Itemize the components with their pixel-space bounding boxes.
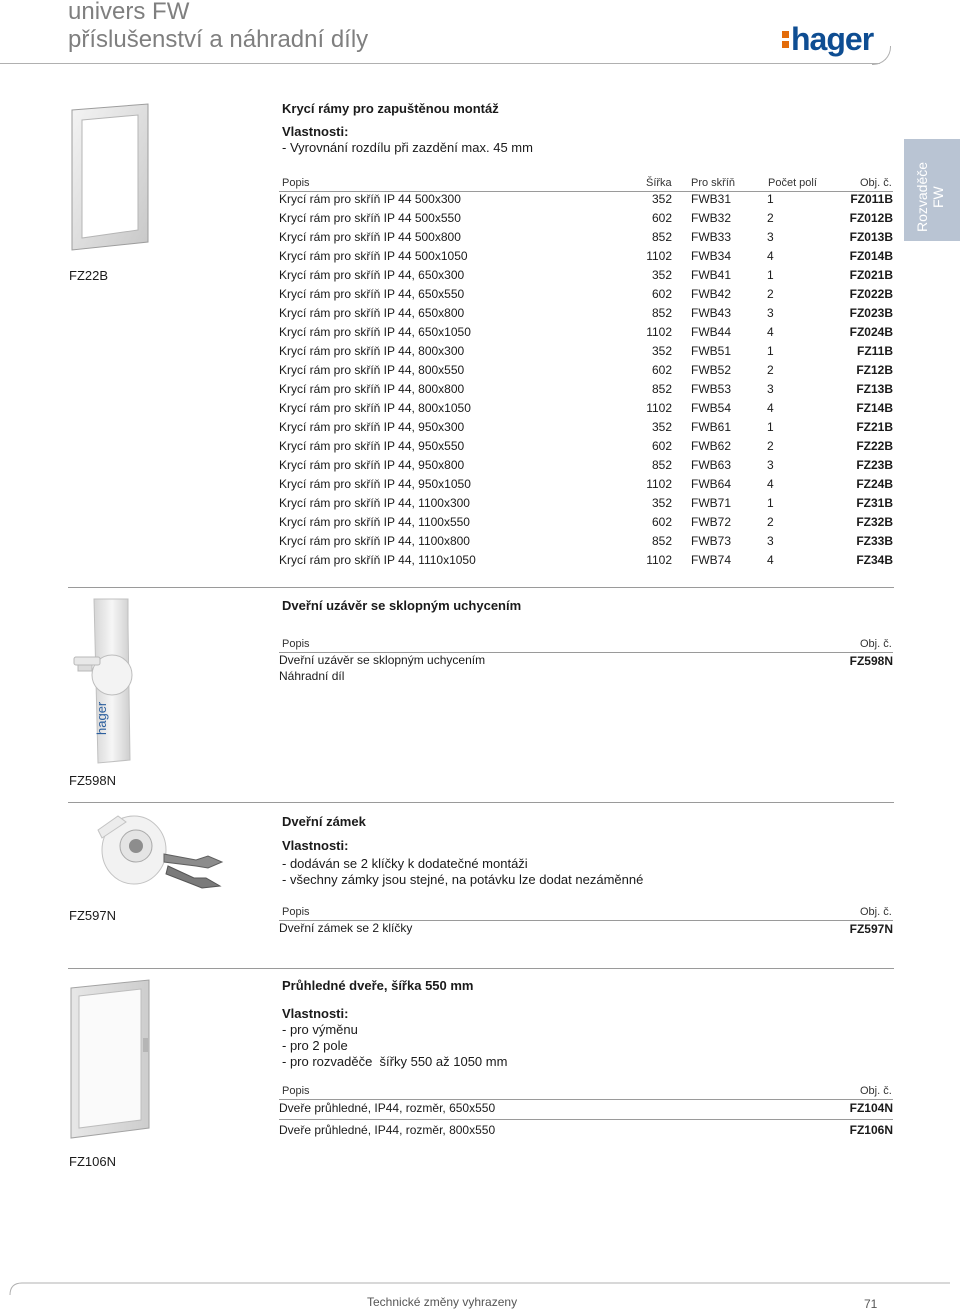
frames-cell-box: FWB53 bbox=[691, 382, 732, 396]
frames-cell-width: 352 bbox=[651, 192, 672, 206]
frames-cell-desc: Krycí rám pro skříň IP 44, 800x300 bbox=[279, 344, 465, 358]
frames-cell-desc: Krycí rám pro skříň IP 44, 1100x800 bbox=[279, 534, 470, 548]
door-section-title: Průhledné dveře, šířka 550 mm bbox=[282, 978, 474, 993]
door-prop-3: - pro rozvaděče šířky 550 až 1050 mm bbox=[282, 1054, 508, 1069]
frames-table-row bbox=[279, 192, 893, 211]
frames-cell-count: 1 bbox=[767, 192, 774, 206]
frames-cell-code: FZ014B bbox=[849, 249, 893, 263]
frames-cell-code: FZ24B bbox=[856, 477, 893, 491]
frames-table-row bbox=[279, 287, 893, 306]
latch-product-code: FZ598N bbox=[69, 773, 116, 788]
frames-cell-count: 1 bbox=[767, 496, 774, 510]
frames-cell-code: FZ21B bbox=[856, 420, 893, 434]
latch-desc-2: Náhradní díl bbox=[279, 669, 345, 683]
frames-cell-box: FWB52 bbox=[691, 363, 732, 377]
frames-table-row bbox=[279, 496, 893, 515]
frames-cell-count: 2 bbox=[767, 211, 774, 225]
frames-table-row bbox=[279, 344, 893, 363]
frames-cell-box: FWB31 bbox=[691, 192, 732, 206]
latch-col-code: Obj. č. bbox=[860, 638, 892, 650]
door-col-desc: Popis bbox=[282, 1085, 310, 1097]
frames-cell-code: FZ23B bbox=[856, 458, 893, 472]
lock-col-code: Obj. č. bbox=[860, 906, 892, 918]
frames-cell-box: FWB32 bbox=[691, 211, 732, 225]
frames-table-row bbox=[279, 306, 893, 325]
frames-table-row bbox=[279, 363, 893, 382]
door-header-rule bbox=[279, 1099, 893, 1100]
frames-cell-count: 2 bbox=[767, 287, 774, 301]
side-tab-label-2: FW bbox=[930, 186, 946, 208]
frames-cell-desc: Krycí rám pro skříň IP 44, 800x550 bbox=[279, 363, 465, 377]
lock-section-title: Dveřní zámek bbox=[282, 814, 366, 829]
frames-cell-width: 1102 bbox=[646, 477, 672, 491]
frames-table-row bbox=[279, 439, 893, 458]
frame-product-image bbox=[68, 102, 152, 257]
frames-cell-box: FWB62 bbox=[691, 439, 732, 453]
frames-cell-desc: Krycí rám pro skříň IP 44, 650x1050 bbox=[279, 325, 471, 339]
frames-cell-desc: Krycí rám pro skříň IP 44, 1100x550 bbox=[279, 515, 470, 529]
page-title-line-1: univers FW bbox=[68, 0, 190, 25]
frames-cell-code: FZ11B bbox=[856, 344, 893, 358]
frames-cell-count: 3 bbox=[767, 534, 774, 548]
frames-cell-code: FZ013B bbox=[849, 230, 893, 244]
frames-col-desc: Popis bbox=[282, 177, 310, 189]
frames-cell-box: FWB54 bbox=[691, 401, 732, 415]
frames-cell-width: 1102 bbox=[646, 325, 672, 339]
frames-cell-width: 852 bbox=[651, 382, 672, 396]
frames-cell-desc: Krycí rám pro skříň IP 44, 950x1050 bbox=[279, 477, 471, 491]
frames-cell-count: 1 bbox=[767, 268, 774, 282]
lock-product-code: FZ597N bbox=[69, 908, 116, 923]
frames-cell-desc: Krycí rám pro skříň IP 44 500x300 bbox=[279, 192, 461, 206]
latch-section-title: Dveřní uzávěr se sklopným uchycením bbox=[282, 598, 522, 613]
frames-table-row bbox=[279, 230, 893, 249]
frames-cell-desc: Krycí rám pro skříň IP 44, 950x550 bbox=[279, 439, 465, 453]
frames-cell-code: FZ12B bbox=[856, 363, 893, 377]
frames-col-box: Pro skříň bbox=[691, 177, 736, 189]
frames-cell-count: 3 bbox=[767, 382, 774, 396]
frames-cell-code: FZ024B bbox=[849, 325, 893, 339]
frames-table-row bbox=[279, 211, 893, 230]
frames-cell-desc: Krycí rám pro skříň IP 44 500x1050 bbox=[279, 249, 468, 263]
frames-cell-box: FWB74 bbox=[691, 553, 732, 567]
frames-cell-count: 2 bbox=[767, 439, 774, 453]
frames-cell-desc: Krycí rám pro skříň IP 44 500x800 bbox=[279, 230, 461, 244]
frames-cell-count: 4 bbox=[767, 553, 774, 567]
frames-cell-box: FWB61 bbox=[691, 420, 732, 434]
door-code-1: FZ104N bbox=[849, 1101, 893, 1115]
frames-table-row bbox=[279, 268, 893, 287]
frames-cell-code: FZ33B bbox=[856, 534, 893, 548]
door-product-code: FZ106N bbox=[69, 1154, 116, 1169]
latch-desc-1: Dveřní uzávěr se sklopným uchycením bbox=[279, 653, 486, 667]
frames-cell-width: 602 bbox=[651, 363, 672, 377]
frames-col-code: Obj. č. bbox=[860, 177, 892, 189]
logo-mark-icon bbox=[782, 31, 789, 48]
door-desc-2: Dveře průhledné, IP44, rozměr, 800x550 bbox=[279, 1123, 496, 1137]
frames-cell-width: 602 bbox=[651, 439, 672, 453]
frames-table-row bbox=[279, 553, 893, 572]
door-row-rule bbox=[279, 1119, 893, 1120]
frames-table-row bbox=[279, 325, 893, 344]
frames-cell-desc: Krycí rám pro skříň IP 44, 1100x300 bbox=[279, 496, 470, 510]
frames-cell-width: 602 bbox=[651, 211, 672, 225]
section-divider bbox=[68, 968, 894, 969]
latch-product-image bbox=[68, 595, 158, 770]
side-tab-label-1: Rozvaděče bbox=[914, 161, 930, 232]
frames-cell-desc: Krycí rám pro skříň IP 44, 650x550 bbox=[279, 287, 465, 301]
frames-cell-box: FWB44 bbox=[691, 325, 732, 339]
frames-cell-desc: Krycí rám pro skříň IP 44, 650x800 bbox=[279, 306, 465, 320]
lock-code: FZ597N bbox=[849, 922, 893, 936]
frames-cell-width: 1102 bbox=[646, 249, 672, 263]
frames-table-row bbox=[279, 382, 893, 401]
frames-cell-code: FZ32B bbox=[856, 515, 893, 529]
frames-cell-width: 352 bbox=[651, 268, 672, 282]
frames-cell-width: 352 bbox=[651, 496, 672, 510]
frames-cell-box: FWB43 bbox=[691, 306, 732, 320]
frames-cell-desc: Krycí rám pro skříň IP 44, 950x300 bbox=[279, 420, 465, 434]
door-prop-2: - pro 2 pole bbox=[282, 1038, 348, 1053]
frames-cell-width: 852 bbox=[651, 458, 672, 472]
hager-logo bbox=[782, 22, 873, 56]
latch-code: FZ598N bbox=[849, 654, 893, 668]
frames-cell-width: 352 bbox=[651, 344, 672, 358]
door-col-code: Obj. č. bbox=[860, 1085, 892, 1097]
page-title-line-2: příslušenství a náhradní díly bbox=[68, 26, 369, 53]
frames-section-title: Krycí rámy pro zapuštěnou montáž bbox=[282, 101, 499, 116]
frames-cell-box: FWB64 bbox=[691, 477, 732, 491]
frames-cell-code: FZ13B bbox=[856, 382, 893, 396]
frames-cell-width: 852 bbox=[651, 534, 672, 548]
frames-cell-box: FWB34 bbox=[691, 249, 732, 263]
frames-cell-count: 1 bbox=[767, 344, 774, 358]
frames-cell-count: 4 bbox=[767, 249, 774, 263]
frames-cell-count: 4 bbox=[767, 325, 774, 339]
frames-cell-count: 2 bbox=[767, 363, 774, 377]
frames-table-row bbox=[279, 458, 893, 477]
latch-col-desc: Popis bbox=[282, 638, 310, 650]
frame-product-code: FZ22B bbox=[69, 268, 109, 283]
frames-cell-code: FZ021B bbox=[849, 268, 893, 282]
frames-cell-count: 3 bbox=[767, 230, 774, 244]
lock-prop-2: - všechny zámky jsou stejné, na potávku lze dodat nezáměnné bbox=[282, 872, 644, 887]
frames-cell-box: FWB51 bbox=[691, 344, 732, 358]
frames-cell-count: 3 bbox=[767, 306, 774, 320]
frames-cell-desc: Krycí rám pro skříň IP 44, 650x300 bbox=[279, 268, 465, 282]
header-divider-curve bbox=[872, 46, 891, 65]
lock-prop-1: - dodáván se 2 klíčky k dodatečné montáži bbox=[282, 856, 528, 871]
frames-cell-code: FZ31B bbox=[856, 496, 893, 510]
frames-cell-box: FWB42 bbox=[691, 287, 732, 301]
door-product-image bbox=[69, 978, 159, 1149]
frames-cell-box: FWB73 bbox=[691, 534, 732, 548]
frames-cell-code: FZ022B bbox=[849, 287, 893, 301]
frames-cell-code: FZ34B bbox=[856, 553, 893, 567]
frames-cell-width: 852 bbox=[651, 230, 672, 244]
footer-area bbox=[0, 1283, 960, 1284]
section-side-tab bbox=[904, 139, 960, 241]
frames-cell-count: 1 bbox=[767, 420, 774, 434]
frames-cell-width: 352 bbox=[651, 420, 672, 434]
frames-cell-box: FWB72 bbox=[691, 515, 732, 529]
header-divider bbox=[0, 63, 880, 64]
frames-cell-count: 4 bbox=[767, 477, 774, 491]
frames-table-row bbox=[279, 515, 893, 534]
frames-cell-code: FZ14B bbox=[856, 401, 893, 415]
frames-cell-width: 1102 bbox=[646, 401, 672, 415]
frames-col-width: Šířka bbox=[646, 177, 672, 189]
frames-cell-code: FZ22B bbox=[856, 439, 893, 453]
door-code-2: FZ106N bbox=[849, 1123, 893, 1137]
lock-product-image bbox=[96, 808, 236, 903]
frames-cell-width: 602 bbox=[651, 287, 672, 301]
lock-props-heading: Vlastnosti: bbox=[282, 838, 349, 853]
frames-cell-desc: Krycí rám pro skříň IP 44, 800x1050 bbox=[279, 401, 471, 415]
frames-cell-box: FWB33 bbox=[691, 230, 732, 244]
lock-desc: Dveřní zámek se 2 klíčky bbox=[279, 921, 413, 935]
frames-cell-box: FWB71 bbox=[691, 496, 732, 510]
frames-cell-width: 1102 bbox=[646, 553, 672, 567]
frames-prop: - Vyrovnání rozdílu při zazdění max. 45 mm bbox=[282, 140, 533, 155]
frames-cell-code: FZ011B bbox=[850, 192, 893, 206]
frames-cell-code: FZ012B bbox=[849, 211, 893, 225]
frames-table-row bbox=[279, 420, 893, 439]
frames-cell-count: 2 bbox=[767, 515, 774, 529]
frames-cell-code: FZ023B bbox=[849, 306, 893, 320]
frames-cell-count: 3 bbox=[767, 458, 774, 472]
door-prop-1: - pro výměnu bbox=[282, 1022, 358, 1037]
frames-cell-box: FWB41 bbox=[691, 268, 732, 282]
door-desc-1: Dveře průhledné, IP44, rozměr, 650x550 bbox=[279, 1101, 496, 1115]
frames-cell-desc: Krycí rám pro skříň IP 44, 950x800 bbox=[279, 458, 465, 472]
frames-cell-count: 4 bbox=[767, 401, 774, 415]
section-divider bbox=[68, 587, 894, 588]
frames-table-row bbox=[279, 249, 893, 268]
section-divider bbox=[68, 802, 894, 803]
frames-cell-width: 602 bbox=[651, 515, 672, 529]
frames-col-count: Počet polí bbox=[768, 177, 817, 189]
door-props-heading: Vlastnosti: bbox=[282, 1006, 349, 1021]
frames-props-heading: Vlastnosti: bbox=[282, 124, 349, 139]
frames-cell-desc: Krycí rám pro skříň IP 44, 1110x1050 bbox=[279, 553, 476, 567]
frames-cell-width: 852 bbox=[651, 306, 672, 320]
frames-cell-box: FWB63 bbox=[691, 458, 732, 472]
frames-table-row bbox=[279, 401, 893, 420]
frames-cell-desc: Krycí rám pro skříň IP 44 500x550 bbox=[279, 211, 461, 225]
frames-cell-desc: Krycí rám pro skříň IP 44, 800x800 bbox=[279, 382, 465, 396]
page-number: 71 bbox=[864, 1297, 878, 1311]
footer-note: Technické změny vyhrazeny bbox=[367, 1295, 518, 1309]
logo-wordmark: hager bbox=[791, 21, 874, 57]
frames-table-row bbox=[279, 534, 893, 553]
frames-table-row bbox=[279, 477, 893, 496]
latch-image-brand: hager bbox=[94, 701, 109, 735]
lock-col-desc: Popis bbox=[282, 906, 310, 918]
